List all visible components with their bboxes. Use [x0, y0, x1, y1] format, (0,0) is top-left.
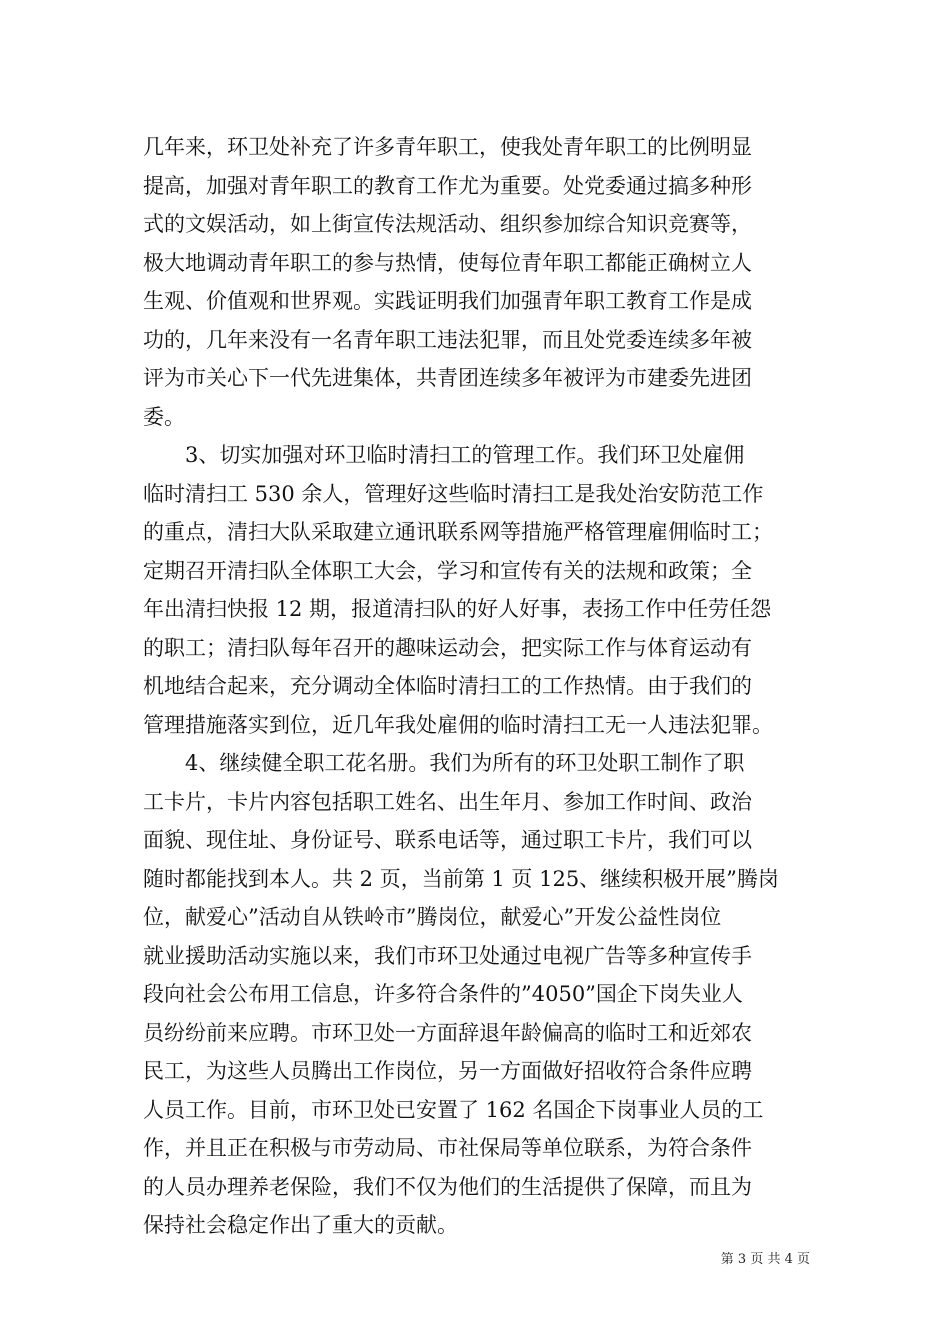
paragraph-4-start: 4、继续健全职工花名册。我们为所有的环卫处职工制作了职: [143, 751, 745, 775]
text-line: 几年来，环卫处补充了许多青年职工，使我处青年职工的比例明显: [143, 135, 752, 159]
text-line: 委。: [143, 404, 185, 429]
paragraph-3-start: 3、切实加强对环卫临时清扫工的管理工作。我们环卫处雇佣: [143, 443, 745, 467]
text-line: 提高，加强对青年职工的教育工作尤为重要。处党委通过搞多种形: [143, 173, 752, 198]
text-line: 极大地调动青年职工的参与热情，使每位青年职工都能正确树立人: [143, 250, 752, 275]
text-line: 的重点，清扫大队采取建立通讯联系网等措施严格管理雇佣临时工；: [143, 520, 773, 544]
text-line: 年出清扫快报 12 期，报道清扫队的好人好事，表扬工作中任劳任怨: [143, 597, 772, 621]
body-text: [143, 128, 815, 1245]
text-line: 作，并且正在积极与市劳动局、市社保局等单位联系，为符合条件: [143, 1136, 752, 1160]
text-line: 机地结合起来，充分调动全体临时清扫工的工作热情。由于我们的: [143, 674, 752, 698]
text-line: 评为市关心下一代先进集体，共青团连续多年被评为市建委先进团: [143, 366, 752, 390]
text-line: 保持社会稳定作出了重大的贡献。: [143, 1213, 458, 1237]
text-line: 随时都能找到本人。共 2 页，当前第 1 页 125、继续积极开展”腾岗: [143, 866, 779, 891]
text-line: 临时清扫工 530 余人，管理好这些临时清扫工是我处治安防范工作: [143, 481, 764, 506]
text-line: 就业援助活动实施以来，我们市环卫处通过电视广告等多种宣传手: [143, 943, 752, 968]
text-line: 民工，为这些人员腾出工作岗位，另一方面做好招收符合条件应聘: [143, 1059, 752, 1083]
text-line: 段向社会公布用工信息，许多符合条件的”4050”国企下岗失业人: [143, 982, 743, 1006]
text-line: 人员工作。目前，市环卫处已安置了 162 名国企下岗事业人员的工: [143, 1097, 764, 1122]
text-line: 位，献爱心”活动自从铁岭市”腾岗位，献爱心”开发公益性岗位: [143, 905, 722, 929]
text-line: 管理措施落实到位，近几年我处雇佣的临时清扫工无一人违法犯罪。: [143, 712, 773, 737]
text-line: 的职工；清扫队每年召开的趣味运动会，把实际工作与体育运动有: [143, 635, 752, 660]
text-line: 的人员办理养老保险，我们不仅为他们的生活提供了保障，而且为: [143, 1174, 752, 1199]
text-line: 生观、价值观和世界观。实践证明我们加强青年职工教育工作是成: [143, 289, 752, 313]
text-line: 员纷纷前来应聘。市环卫处一方面辞退年龄偏高的临时工和近郊农: [143, 1020, 752, 1045]
text-line: 式的文娱活动，如上街宣传法规活动、组织参加综合知识竞赛等，: [143, 212, 752, 236]
text-line: 功的，几年来没有一名青年职工违法犯罪，而且处党委连续多年被: [143, 327, 752, 352]
text-line: 工卡片，卡片内容包括职工姓名、出生年月、参加工作时间、政治: [143, 789, 752, 814]
text-line: 定期召开清扫队全体职工大会，学习和宣传有关的法规和政策；全: [143, 558, 752, 583]
text-line: 面貌、现住址、身份证号、联系电话等，通过职工卡片，我们可以: [143, 828, 752, 852]
page-number-footer: 第 3 页 共 4 页: [720, 1252, 810, 1267]
